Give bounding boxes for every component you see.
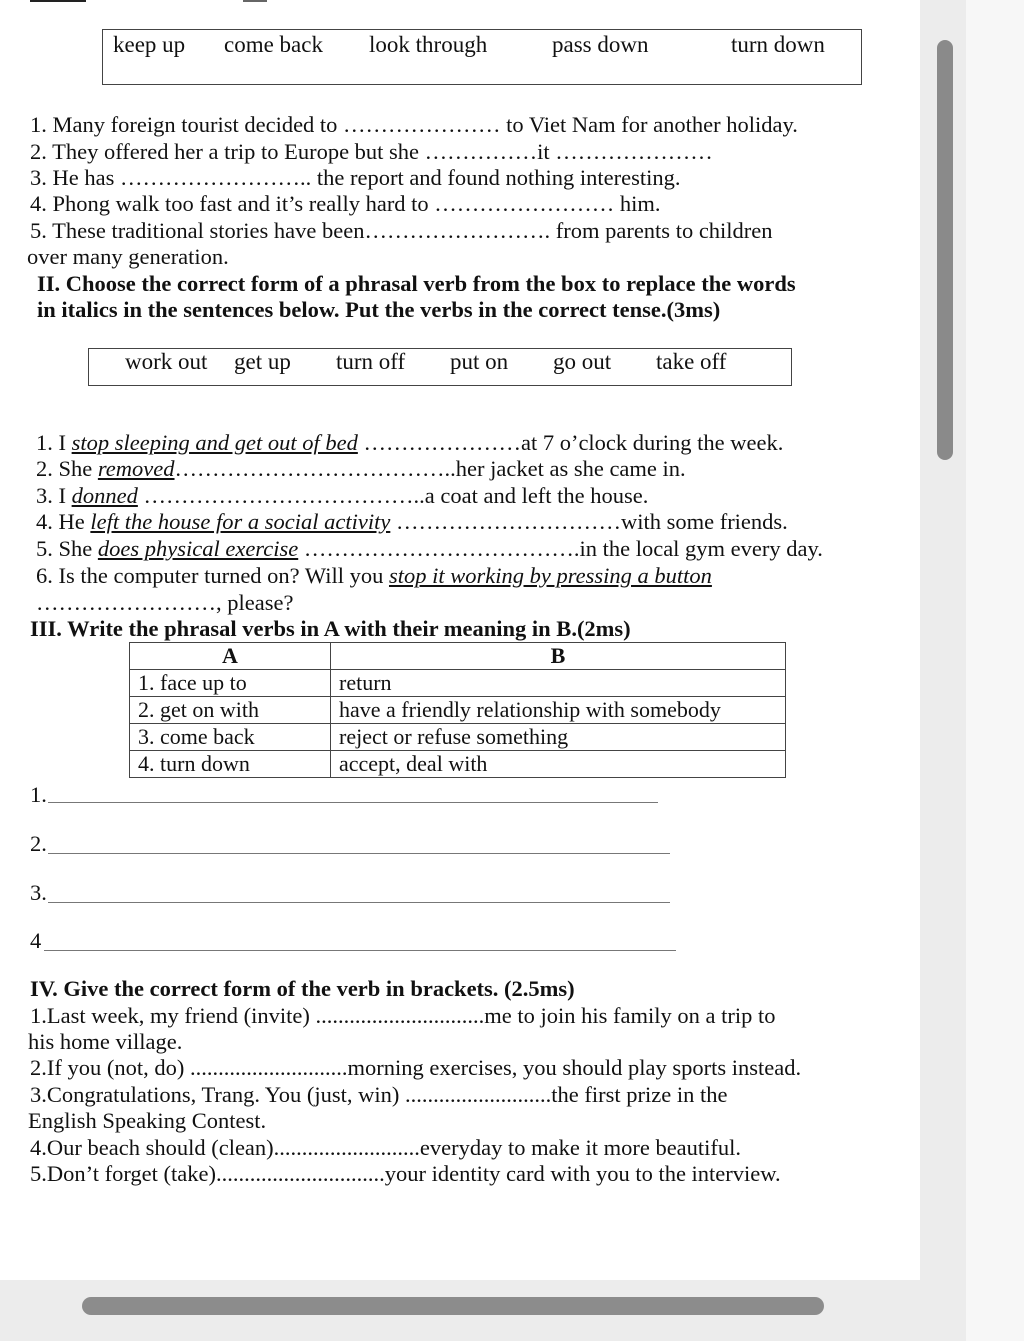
verb-question-2: 2.If you (not, do) ............................morning exercises, you should play sports instead. xyxy=(30,1055,802,1080)
table-row xyxy=(130,697,786,724)
column-b-header: B xyxy=(331,643,786,670)
question-4: 4. Phong walk too fast and it’s really hard to …………………… him. xyxy=(30,191,661,216)
cut-off-underline xyxy=(30,0,86,2)
box2-item: get up xyxy=(234,349,291,374)
table-row xyxy=(130,751,786,778)
phrasal-verb-box-2 xyxy=(88,348,792,386)
cell-b: reject or refuse something xyxy=(331,724,786,751)
table-row xyxy=(130,724,786,751)
cell-b: have a friendly relationship with somebody xyxy=(331,697,786,724)
question-5: 5. These traditional stories have been……………………. from parents to children xyxy=(30,218,773,243)
verb-question-4: 4.Our beach should (clean)..........................everyday to make it more beautiful. xyxy=(30,1135,742,1160)
verb-question-1: 1.Last week, my friend (invite) ..............................me to join his family on a trip to xyxy=(30,1003,776,1028)
column-a-header: A xyxy=(130,643,331,670)
box1-item: look through xyxy=(369,32,488,57)
cut-off-mark xyxy=(243,0,267,2)
section-2-title: II. Choose the correct form of a phrasal verb from the box to replace the words xyxy=(37,271,796,296)
verb-question-5: 5.Don’t forget (take)..............................your identity card with you to the interview. xyxy=(30,1161,781,1186)
section-2-title-continued: in italics in the sentences below. Put the verbs in the correct tense.(3ms) xyxy=(37,297,721,322)
cell-a: 1. face up to xyxy=(130,670,331,697)
section-4-title: IV. Give the correct form of the verb in brackets. (2.5ms) xyxy=(30,976,575,1001)
box2-item: put on xyxy=(450,349,509,374)
verb-question-1-continued: his home village. xyxy=(28,1029,183,1054)
table-row xyxy=(130,670,786,697)
box2-item: go out xyxy=(553,349,612,374)
sentence-2: 2. She removed………………………………..her jacket as she came in. xyxy=(36,456,686,481)
cell-a: 3. come back xyxy=(130,724,331,751)
box2-item: turn off xyxy=(336,349,406,374)
sentence-6: 6. Is the computer turned on? Will you stop it working by pressing a button xyxy=(36,563,712,588)
answer-label: 3. xyxy=(30,880,47,905)
answer-line xyxy=(44,950,676,951)
phrasal-verb-box-1 xyxy=(102,29,862,85)
sentence-5: 5. She does physical exercise ……………………………….in the local gym every day. xyxy=(36,536,823,561)
answer-line xyxy=(48,853,670,854)
verb-question-3: 3.Congratulations, Trang. You (just, win) ..........................the first prize in the xyxy=(30,1082,728,1107)
cell-b: accept, deal with xyxy=(331,751,786,778)
question-2: 2. They offered her a trip to Europe but she ……………it ………………… xyxy=(30,139,713,164)
answer-line xyxy=(48,802,658,803)
cell-a: 2. get on with xyxy=(130,697,331,724)
sentence-4: 4. He left the house for a social activity …………………………with some friends. xyxy=(36,509,788,534)
box1-item: come back xyxy=(224,32,323,57)
verb-question-3-continued: English Speaking Contest. xyxy=(28,1108,267,1133)
box2-item: take off xyxy=(656,349,727,374)
box1-item: keep up xyxy=(113,32,186,57)
answer-label: 1. xyxy=(30,782,47,807)
side-panel xyxy=(966,0,1024,1341)
sentence-3: 3. I donned ………………………………..a coat and left the house. xyxy=(36,483,649,508)
horizontal-scrollbar-thumb[interactable] xyxy=(82,1297,824,1315)
cell-b: return xyxy=(331,670,786,697)
answer-label: 4 xyxy=(30,928,42,953)
section-3-title: III. Write the phrasal verbs in A with their meaning in B.(2ms) xyxy=(30,616,631,641)
matching-table xyxy=(129,642,786,778)
sentence-6-continued: ……………………, please? xyxy=(36,590,294,615)
box1-item: pass down xyxy=(552,32,649,57)
question-3: 3. He has …………………….. the report and found nothing interesting. xyxy=(30,165,681,190)
cell-a: 4. turn down xyxy=(130,751,331,778)
answer-label: 2. xyxy=(30,831,47,856)
box1-item: turn down xyxy=(731,32,825,57)
box2-item: work out xyxy=(125,349,208,374)
question-5-continued: over many generation. xyxy=(27,244,229,269)
answer-line xyxy=(48,902,670,903)
vertical-scrollbar-thumb[interactable] xyxy=(937,40,953,460)
sentence-1: 1. I stop sleeping and get out of bed …………………at 7 o’clock during the week. xyxy=(36,430,784,455)
question-1: 1. Many foreign tourist decided to ………………… to Viet Nam for another holiday. xyxy=(30,112,798,137)
